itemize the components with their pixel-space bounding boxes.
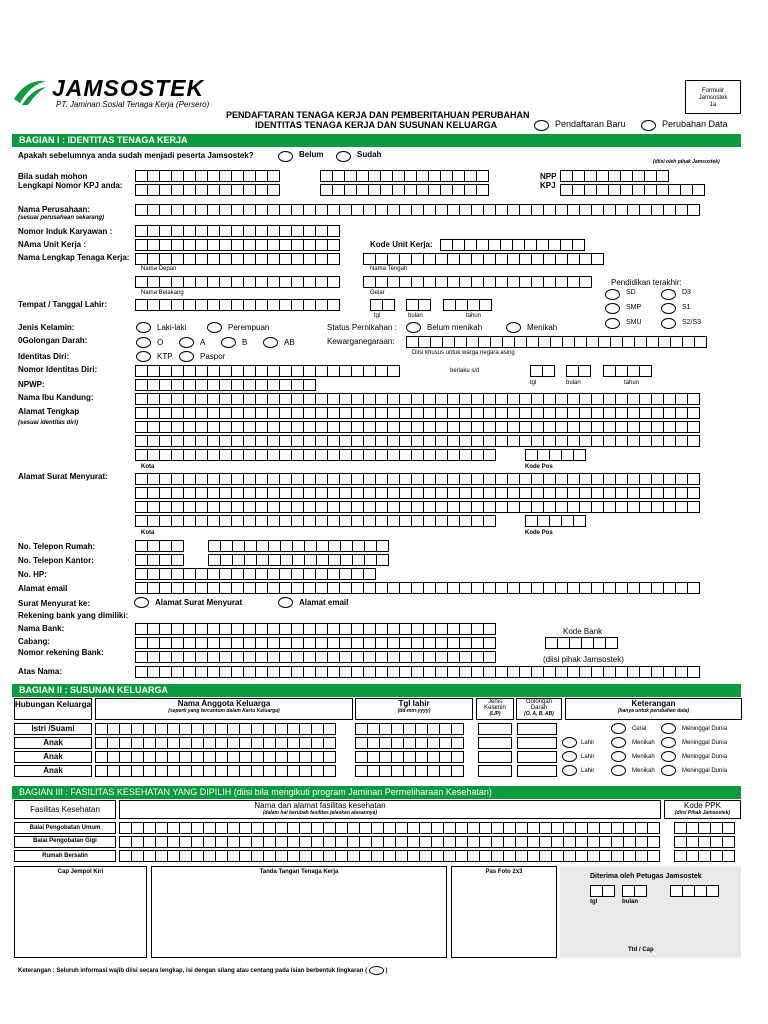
info-lahir-label: Lahir xyxy=(581,740,595,746)
mail-address-input-3[interactable] xyxy=(135,501,699,513)
npwp-input[interactable] xyxy=(135,379,315,391)
edu-s1-label: S1 xyxy=(682,304,691,311)
phone-office-area[interactable] xyxy=(135,554,183,566)
mail-postcode-caption: Kode Pos xyxy=(525,530,553,536)
company-label: Nama Perusahaan: xyxy=(18,205,91,214)
hp-input[interactable] xyxy=(135,568,375,580)
kpj-label-2: Lengkapi Nomor KPJ anda: xyxy=(18,181,123,190)
degree-input[interactable] xyxy=(363,276,591,288)
kpj-short-label: KPJ xyxy=(540,181,556,190)
option-sudah-label: Sudah xyxy=(357,150,382,159)
mail-to-email-label: Alamat email xyxy=(299,598,349,607)
option-new-registration-label: Pendaftaran Baru xyxy=(555,119,626,129)
kpj-input-2[interactable] xyxy=(135,184,279,196)
middle-name-caption: Nama Tengah xyxy=(370,266,408,272)
health-header-code: Kode PPK (diisi Pihak Jamsostek) xyxy=(664,800,741,819)
family-name-input[interactable] xyxy=(95,723,335,735)
info-menikah-label: Menikah xyxy=(632,740,655,746)
middle-name-input[interactable] xyxy=(363,253,603,265)
family-blood-input[interactable] xyxy=(517,751,557,763)
blood-b-label: B xyxy=(242,338,248,347)
unit-input[interactable] xyxy=(135,239,339,251)
full-name-label: Nama Lengkap Tenaga Kerja: xyxy=(18,253,130,262)
phone-office-input[interactable] xyxy=(208,554,388,566)
account-no-label: Nomor rekening Bank: xyxy=(18,648,104,657)
family-dob-input[interactable] xyxy=(355,751,463,763)
kpj-input[interactable] xyxy=(560,184,704,196)
valid-day-input[interactable] xyxy=(530,365,554,377)
received-year-input[interactable] xyxy=(670,885,718,897)
email-input[interactable] xyxy=(135,582,699,594)
signature-box[interactable]: Tanda Tangan Tenaga Kerja xyxy=(151,866,447,958)
info-lahir[interactable] xyxy=(562,737,577,748)
stamp-caption: Ttd / Cap xyxy=(628,947,654,953)
bank-code-input[interactable] xyxy=(545,637,617,649)
edu-s1[interactable] xyxy=(661,303,676,314)
mail-city-caption: Kota xyxy=(141,530,155,536)
edu-smu-label: SMU xyxy=(626,319,642,326)
edu-d3[interactable] xyxy=(661,289,676,300)
health-code-input[interactable] xyxy=(674,836,734,848)
first-name-input[interactable] xyxy=(135,253,339,265)
photo-box[interactable]: Pas Foto 2x3 xyxy=(451,866,557,958)
family-header-info: Keterangan (hanya untuk perubahan data) xyxy=(565,698,742,720)
family-dob-input[interactable] xyxy=(355,737,463,749)
form-code-box: Formulir Jamsostek 1a xyxy=(685,80,741,114)
birth-day-caption: tgl xyxy=(374,313,381,319)
account-holder-input[interactable] xyxy=(135,666,699,678)
info-menikah[interactable] xyxy=(611,751,626,762)
valid-day-caption: tgl xyxy=(530,380,537,386)
birth-month-caption: bulan xyxy=(408,313,423,319)
mother-name-label: Nama Ibu Kandung: xyxy=(18,393,94,402)
birth-day-input[interactable] xyxy=(370,299,394,311)
option-change-data[interactable] xyxy=(641,120,656,131)
mail-to-address-label: Alamat Surat Menyurat xyxy=(155,598,243,607)
phone-home-area[interactable] xyxy=(135,540,183,552)
office-note: (diisi oleh pihak Jamsostek) xyxy=(653,159,720,165)
thumbprint-box[interactable]: Cap Jempol Kiri xyxy=(14,866,147,958)
npp-label: NPP xyxy=(540,172,557,181)
blood-a[interactable] xyxy=(179,337,194,348)
id-ktp[interactable] xyxy=(136,351,151,362)
valid-month-input[interactable] xyxy=(566,365,590,377)
health-row-label: Rumah Bersalin xyxy=(14,850,116,862)
health-header-name: Nama dan alamat fasilitas kesehatan (dalam hal berubah fasilitas jelaskan alasannya) xyxy=(119,800,661,819)
mail-to-label: Surat Menyurat ke: xyxy=(18,599,91,608)
health-name-input[interactable] xyxy=(119,822,659,834)
gender-female-label: Perempuan xyxy=(228,323,270,332)
health-name-input[interactable] xyxy=(119,836,659,848)
health-name-input[interactable] xyxy=(119,850,659,862)
education-label: Pendidikan terakhir: xyxy=(611,278,682,287)
blood-ab[interactable] xyxy=(263,337,278,348)
phone-home-input[interactable] xyxy=(208,540,388,552)
footer-note-circle xyxy=(369,966,384,975)
family-row-label: Anak xyxy=(14,765,92,777)
unit-code-input[interactable] xyxy=(440,239,584,251)
blood-a-label: A xyxy=(200,338,206,347)
blood-b[interactable] xyxy=(221,337,236,348)
family-header-blood: Golongan Darah (O, A, B, AB) xyxy=(516,698,562,720)
info-cerai[interactable] xyxy=(611,723,626,734)
jamsostek-logo xyxy=(12,75,242,115)
received-month-caption: bulan xyxy=(622,899,638,905)
edu-s2s3-label: S2/S3 xyxy=(682,319,702,326)
info-meninggal[interactable] xyxy=(661,751,676,762)
family-name-input[interactable] xyxy=(95,751,335,763)
mail-city-input[interactable] xyxy=(135,515,495,527)
received-day-input[interactable] xyxy=(590,885,614,897)
citizenship-label: Kewarganegaraan: xyxy=(327,337,395,346)
edu-s2s3[interactable] xyxy=(661,318,676,329)
family-row-label: Istri /Suami xyxy=(14,723,92,735)
info-lahir[interactable] xyxy=(562,751,577,762)
npwp-label: NPWP: xyxy=(18,380,45,389)
section-3-header: BAGIAN III : FASILITAS KESEHATAN YANG DIPILIH (diisi bila mengikuti program Jaminan Permeliharaan Kesehatan) xyxy=(12,786,741,799)
family-sex-input[interactable] xyxy=(478,737,512,749)
family-sex-input[interactable] xyxy=(478,751,512,763)
marital-single[interactable] xyxy=(406,322,421,333)
health-code-input[interactable] xyxy=(674,850,734,862)
edu-smp[interactable] xyxy=(605,303,620,314)
health-row-label: Balai Pengobatan Gigi xyxy=(14,836,116,848)
info-meninggal[interactable] xyxy=(661,765,676,776)
phone-office-label: No. Telepon Kantor: xyxy=(18,556,94,565)
mother-name-input[interactable] xyxy=(135,393,699,405)
address-city-input[interactable] xyxy=(135,449,495,461)
address-postcode-input[interactable] xyxy=(525,449,585,461)
id-ktp-label: KTP xyxy=(157,352,173,361)
valid-year-caption: tahun xyxy=(624,380,640,386)
jamsostek-logo-mark xyxy=(12,77,48,107)
logo-subtitle: PT. Jaminan Sosial Tenaga Kerja (Persero) xyxy=(56,100,210,109)
option-sudah[interactable] xyxy=(336,151,351,162)
info-meninggal-label: Meninggal Dunia xyxy=(682,768,728,774)
id-passport[interactable] xyxy=(179,351,194,362)
employee-no-label: Nomor Induk Karyawan : xyxy=(18,227,113,236)
info-menikah[interactable] xyxy=(611,737,626,748)
option-belum-label: Belum xyxy=(299,150,324,159)
edu-sd-label: SD xyxy=(626,289,636,296)
address-city-caption: Kota xyxy=(141,464,155,470)
form-title-1: PENDAFTARAN TENAGA KERJA DAN PEMBERITAHUAN PERUBAHAN xyxy=(226,110,530,120)
blood-o-label: O xyxy=(157,338,164,347)
id-type-label: Identitas Diri: xyxy=(18,352,70,361)
address-note: (sesuai identitas diri) xyxy=(18,420,79,426)
foreign-note: Diisi khusus untuk warga negara asing xyxy=(412,350,515,356)
branch-label: Cabang: xyxy=(18,637,50,646)
birth-label: Tempat / Tanggal Lahir: xyxy=(18,300,108,309)
logo-name: JAMSOSTEK xyxy=(52,75,205,101)
mail-to-email[interactable] xyxy=(278,597,293,608)
blood-label: 0Golongan Darah: xyxy=(18,336,88,345)
family-sex-input[interactable] xyxy=(478,723,512,735)
bank-account-label: Rekening bank yang dimiliki: xyxy=(18,611,129,620)
info-cerai-label: Cerai xyxy=(632,726,647,732)
family-dob-input[interactable] xyxy=(355,765,463,777)
info-menikah-label: Menikah xyxy=(632,768,655,774)
kpj-input-4[interactable] xyxy=(320,184,488,196)
birth-year-input[interactable] xyxy=(443,299,491,311)
health-header-facility: Fasilitas Kesehatan xyxy=(14,800,116,819)
birth-year-caption: tahun xyxy=(466,313,482,319)
gender-male-label: Laki-laki xyxy=(157,323,187,332)
birth-place-input[interactable] xyxy=(135,299,339,311)
id-no-label: Nomor Identitas Diri: xyxy=(18,365,98,374)
gender-male[interactable] xyxy=(136,322,151,333)
family-header-relation: Hubungan Keluarga xyxy=(14,698,92,720)
address-input-3[interactable] xyxy=(135,435,699,447)
citizenship-input[interactable] xyxy=(406,336,706,348)
marital-single-label: Belum menikah xyxy=(427,323,483,332)
family-blood-input[interactable] xyxy=(517,765,557,777)
family-header-name: Nama Anggota Keluarga (seperti yang tercantum dalam Kartu Keluarga) xyxy=(95,698,353,720)
family-header-dob: Tgl lahir (dd-mm-yyyy) xyxy=(355,698,473,720)
unit-code-label: Kode Unit Kerja: xyxy=(370,240,433,249)
mail-address-label: Alamat Surat Menyurat: xyxy=(18,472,108,481)
edu-smp-label: SMP xyxy=(626,304,642,311)
blood-ab-label: AB xyxy=(284,338,295,347)
company-input[interactable] xyxy=(135,204,699,216)
address-input-1[interactable] xyxy=(135,407,699,419)
officer-box: Diterima oleh Petugas Jamsostek tgl bulan Ttd / Cap xyxy=(560,866,741,958)
family-sex-input[interactable] xyxy=(478,765,512,777)
info-menikah[interactable] xyxy=(611,765,626,776)
bank-name-label: Nama Bank: xyxy=(18,624,65,633)
health-code-input[interactable] xyxy=(674,822,734,834)
edu-smu[interactable] xyxy=(605,318,620,329)
account-holder-label: Atas Nama: xyxy=(18,667,63,676)
hp-label: No. HP: xyxy=(18,570,47,579)
info-meninggal-label: Meninggal Dunia xyxy=(682,726,728,732)
mail-postcode-input[interactable] xyxy=(525,515,585,527)
email-label: Alamat email xyxy=(18,584,68,593)
section-2-header: BAGIAN II : SUSUNAN KELUARGA xyxy=(12,684,741,697)
family-blood-input[interactable] xyxy=(517,723,557,735)
bank-code-label: Kode Bank xyxy=(563,627,603,636)
family-row-label: Anak xyxy=(14,737,92,749)
mail-address-input-2[interactable] xyxy=(135,487,699,499)
info-meninggal[interactable] xyxy=(661,737,676,748)
section-1-header: BAGIAN I : IDENTITAS TENAGA KERJA xyxy=(12,134,741,147)
info-lahir-label: Lahir xyxy=(581,768,595,774)
received-day-caption: tgl xyxy=(590,899,598,905)
degree-caption: Gelar xyxy=(370,290,385,296)
unit-label: NAma Unit Kerja : xyxy=(18,240,87,249)
mail-to-address[interactable] xyxy=(134,597,149,608)
info-menikah-label: Menikah xyxy=(632,754,655,760)
info-meninggal-label: Meninggal Dunia xyxy=(682,740,728,746)
option-belum[interactable] xyxy=(278,151,293,162)
account-note: (diisi pihak Jamsostek) xyxy=(543,655,624,664)
marital-label: Status Pernikahan : xyxy=(327,323,397,332)
option-new-registration[interactable] xyxy=(534,120,549,131)
edu-sd[interactable] xyxy=(605,289,620,300)
family-row-label: Anak xyxy=(14,751,92,763)
kpj-input-1[interactable] xyxy=(135,170,279,182)
address-postcode-caption: Kode Pos xyxy=(525,464,553,470)
account-no-input[interactable] xyxy=(135,651,495,663)
blood-o[interactable] xyxy=(136,337,151,348)
gender-label: Jenis Kelamin: xyxy=(18,323,75,332)
edu-d3-label: D3 xyxy=(682,289,691,296)
marital-married[interactable] xyxy=(506,322,521,333)
address-input-2[interactable] xyxy=(135,421,699,433)
last-name-input[interactable] xyxy=(135,276,339,288)
option-change-data-label: Perubahan Data xyxy=(662,119,728,129)
mail-address-input-1[interactable] xyxy=(135,473,699,485)
birth-month-input[interactable] xyxy=(406,299,430,311)
family-name-input[interactable] xyxy=(95,737,335,749)
marital-married-label: Menikah xyxy=(527,323,558,332)
id-passport-label: Paspor xyxy=(200,352,226,361)
kpj-label-1: Bila sudah mohon xyxy=(18,172,88,181)
gender-female[interactable] xyxy=(207,322,222,333)
info-lahir[interactable] xyxy=(562,765,577,776)
phone-home-label: No. Telepon Rumah: xyxy=(18,542,96,551)
branch-input[interactable] xyxy=(135,637,495,649)
info-lahir-label: Lahir xyxy=(581,754,595,760)
bank-name-input[interactable] xyxy=(135,623,495,635)
received-month-input[interactable] xyxy=(622,885,646,897)
company-note: (sesuai perusahaan sekarang) xyxy=(18,215,105,221)
kpj-input-3[interactable] xyxy=(320,170,488,182)
employee-no-input[interactable] xyxy=(135,225,339,237)
family-header-sex: Jenis Kelamin (L/P) xyxy=(476,698,514,720)
question-member: Apakah sebelumnya anda sudah menjadi peserta Jamsostek? xyxy=(18,151,254,160)
info-meninggal[interactable] xyxy=(661,723,676,734)
info-meninggal-label: Meninggal Dunia xyxy=(682,754,728,760)
id-no-input[interactable] xyxy=(135,365,399,377)
footer-note: Keterangan : Seluruh informasi wajib diisi secara lengkap, isi dengan silang atau centang pada isian berbentuk lingkaran ( ) xyxy=(18,966,387,975)
first-name-caption: Nama Depan xyxy=(141,266,177,272)
valid-year-input[interactable] xyxy=(603,365,651,377)
health-row-label: Balai Pengobatan Umum xyxy=(14,822,116,834)
valid-until-label: berlaku s/d xyxy=(450,368,480,374)
family-name-input[interactable] xyxy=(95,765,335,777)
form-title-2: IDENTITAS TENAGA KERJA DAN SUSUNAN KELUARGA xyxy=(255,120,498,130)
last-name-caption: Nama Belakang xyxy=(141,290,184,296)
family-dob-input[interactable] xyxy=(355,723,463,735)
valid-month-caption: bulan xyxy=(566,380,581,386)
address-label: Alamat Tengkap xyxy=(18,407,80,416)
family-blood-input[interactable] xyxy=(517,737,557,749)
npp-input[interactable] xyxy=(560,170,668,182)
